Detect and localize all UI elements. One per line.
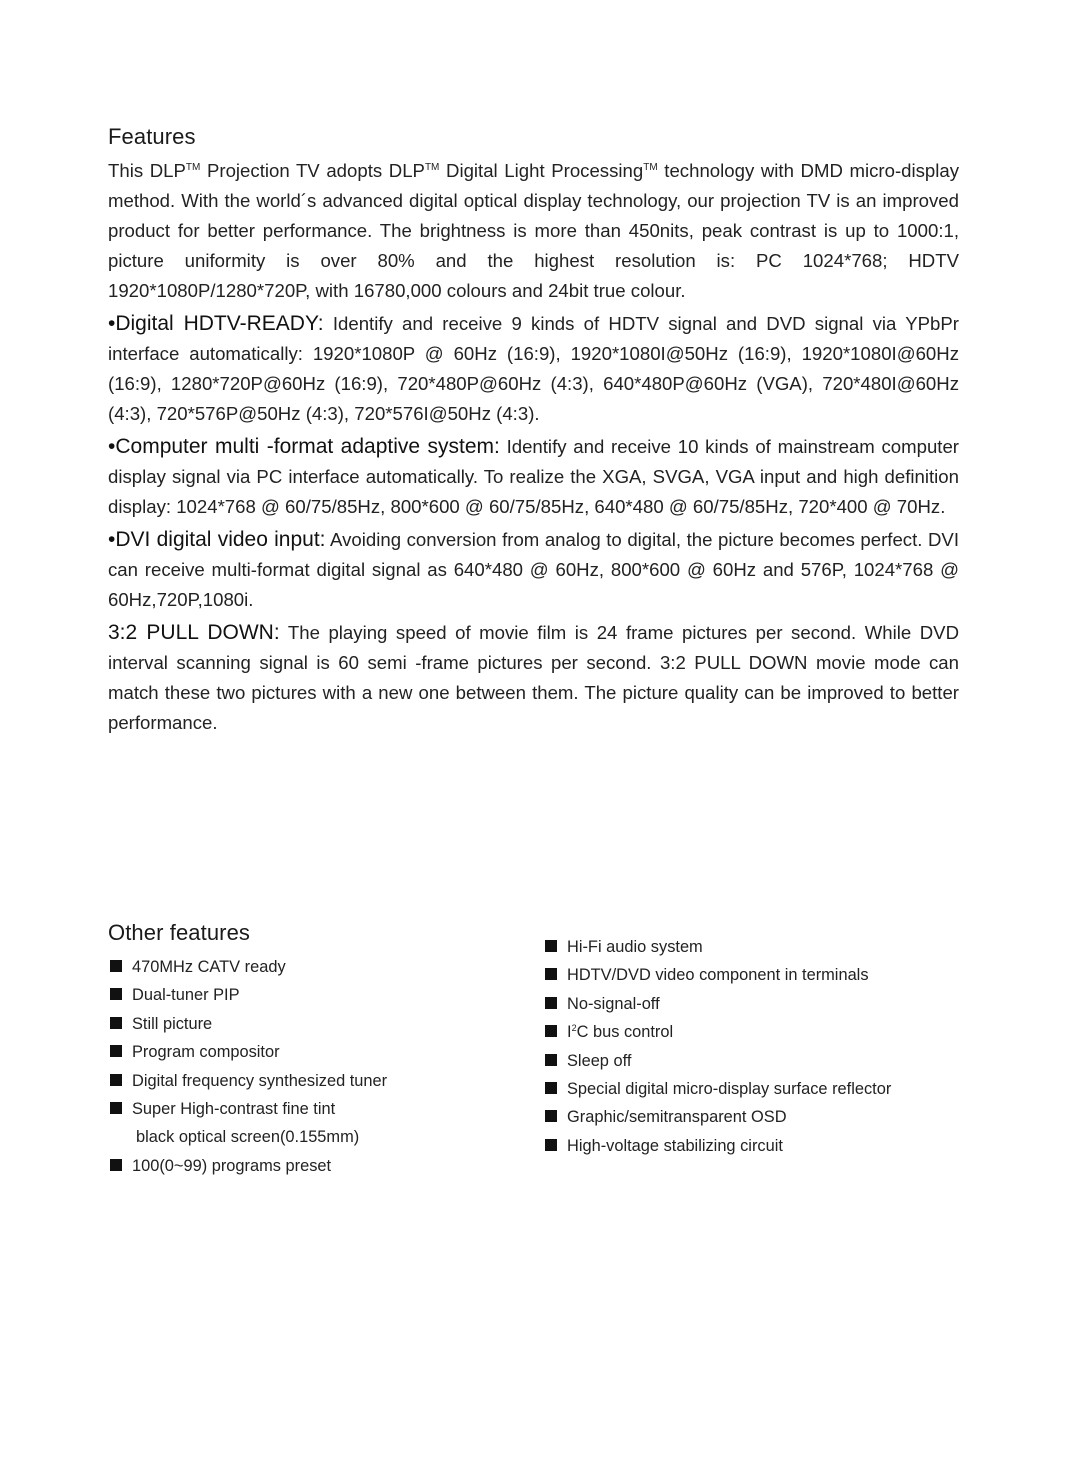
list-item — [545, 961, 965, 989]
square-bullet-icon — [110, 1017, 122, 1029]
list-item — [545, 1018, 965, 1046]
list-item-label: Super High-contrast fine tint — [132, 1100, 336, 1119]
square-bullet-icon — [110, 988, 122, 1000]
list-item — [545, 1047, 965, 1075]
square-bullet-icon — [545, 940, 557, 952]
feature-dvi-input — [108, 525, 959, 615]
trademark-mark: TM — [424, 162, 440, 173]
list-item-label: Graphic/semitransparent OSD — [567, 1108, 787, 1127]
list-item-label: Hi-Fi audio system — [567, 938, 703, 956]
square-bullet-icon — [110, 1074, 122, 1086]
features-title: Features — [108, 124, 196, 149]
list-item — [545, 990, 965, 1018]
other-features-left-list — [110, 953, 490, 1180]
other-features-right-list — [545, 933, 965, 1160]
list-item-label: No-signal-off — [567, 994, 660, 1013]
square-bullet-icon — [545, 1110, 557, 1122]
feature-computer-multiformat — [108, 432, 959, 522]
list-item — [110, 1038, 490, 1066]
square-bullet-icon — [110, 1159, 122, 1171]
list-item-label: Digital frequency synthesized tuner — [132, 1071, 388, 1090]
intro-text: This DLP — [108, 160, 186, 181]
square-bullet-icon — [545, 997, 557, 1009]
list-item — [545, 1132, 965, 1160]
list-item-label: Sleep off — [567, 1051, 632, 1070]
list-item — [545, 933, 965, 961]
list-item-label: Program compositor — [132, 1043, 280, 1062]
feature-hdtv-ready — [108, 309, 959, 429]
square-bullet-icon — [545, 1082, 557, 1094]
square-bullet-icon — [110, 1102, 122, 1114]
square-bullet-icon — [545, 1025, 557, 1037]
features-intro — [108, 156, 959, 306]
feature-text: Avoiding conversion from analog to digital, the picture becomes perfect. DVI can receive multi-format digital signal as 640*480 @ 60Hz, 800*600 @ 60Hz and 576P, 1024*768 @ 60Hz,720P,1080i. — [108, 529, 960, 610]
list-item — [110, 953, 490, 981]
trademark-mark: TM — [185, 162, 201, 173]
list-item — [110, 1010, 490, 1038]
features-section — [108, 124, 959, 738]
list-item-label: Dual-tuner PIP — [132, 986, 240, 1005]
list-item-label: Special digital micro-display surface reflector — [567, 1080, 892, 1099]
list-item-label: High-voltage stabilizing circuit — [567, 1136, 783, 1155]
feature-text: The playing speed of movie film is 24 frame pictures per second. While DVD interval scanning signal is 60 semi -frame pictures per second. 3:2 PULL DOWN movie mode can match these two pictures with a new one between them. The picture quality can be improved to better performance. — [108, 622, 960, 733]
list-item-label: 100(0~99) programs preset — [132, 1156, 332, 1175]
list-item — [110, 981, 490, 1009]
list-item-continuation: black optical screen(0.155mm) — [136, 1128, 360, 1147]
list-item — [545, 1103, 965, 1131]
square-bullet-icon — [110, 1045, 122, 1057]
square-bullet-icon — [545, 1139, 557, 1151]
list-item — [110, 1152, 490, 1180]
other-features-section — [108, 920, 959, 1200]
feature-lead: •Digital HDTV-READY: — [108, 312, 324, 335]
list-item — [110, 1095, 490, 1152]
list-item-label: C bus control — [576, 1023, 674, 1042]
list-item-label: Still picture — [132, 1014, 213, 1033]
intro-text: Projection TV adopts DLP — [200, 160, 425, 181]
intro-text: Digital Light Processing — [439, 160, 644, 181]
feature-lead: •DVI digital video input: — [108, 528, 326, 551]
feature-lead: 3:2 PULL DOWN: — [108, 621, 280, 644]
feature-text: Identify and receive 9 kinds of HDTV signal and DVD signal via YPbPr interface automatically: 1920*1080P @ 60Hz (16:9), 1920*1080I@50Hz (16:9), 1920*1080I@60Hz (16:9), 1280*720P@60Hz (16:9), 720*480P@60Hz (4:3), 640*480P@60Hz (VGA), 720*480I@60Hz (4:3), 720*576P@50Hz (4:3), 720*576I@50Hz (4:3). — [108, 313, 959, 424]
list-item — [110, 1067, 490, 1095]
list-item-label: HDTV/DVD video component in terminals — [567, 966, 869, 985]
list-item-label: I — [567, 1023, 572, 1042]
trademark-mark: TM — [643, 162, 658, 173]
square-bullet-icon — [545, 1054, 557, 1066]
square-bullet-icon — [545, 968, 557, 980]
list-item-label: 470MHz CATV ready — [132, 958, 286, 976]
feature-lead: •Computer multi -format adaptive system: — [108, 435, 500, 458]
intro-text: technology with DMD micro-display method. With the world´s advanced digital optical display technology, our projection TV is an improved product for better performance. The brightness is more than 450nits, peak contrast is up to 1000:1, picture uniformity is over 80% and the highest resolution is: PC 1024*768; HDTV 1920*1080P/1280*720P, with 16780,000 colours and 24bit true colour. — [108, 160, 960, 301]
feature-text: Identify and receive 10 kinds of mainstream computer display signal via PC interface automatically. To realize the XGA, SVGA, VGA input and high definition display: 1024*768 @ 60/75/85Hz, 800*600 @ 60/75/85Hz, 640*480 @ 60/75/85Hz, 720*400 @ 70Hz. — [108, 436, 959, 517]
list-item — [545, 1075, 965, 1103]
square-bullet-icon — [110, 960, 122, 972]
superscript: 2 — [571, 1023, 577, 1034]
feature-pull-down — [108, 618, 959, 738]
other-features-title: Other features — [108, 920, 251, 945]
